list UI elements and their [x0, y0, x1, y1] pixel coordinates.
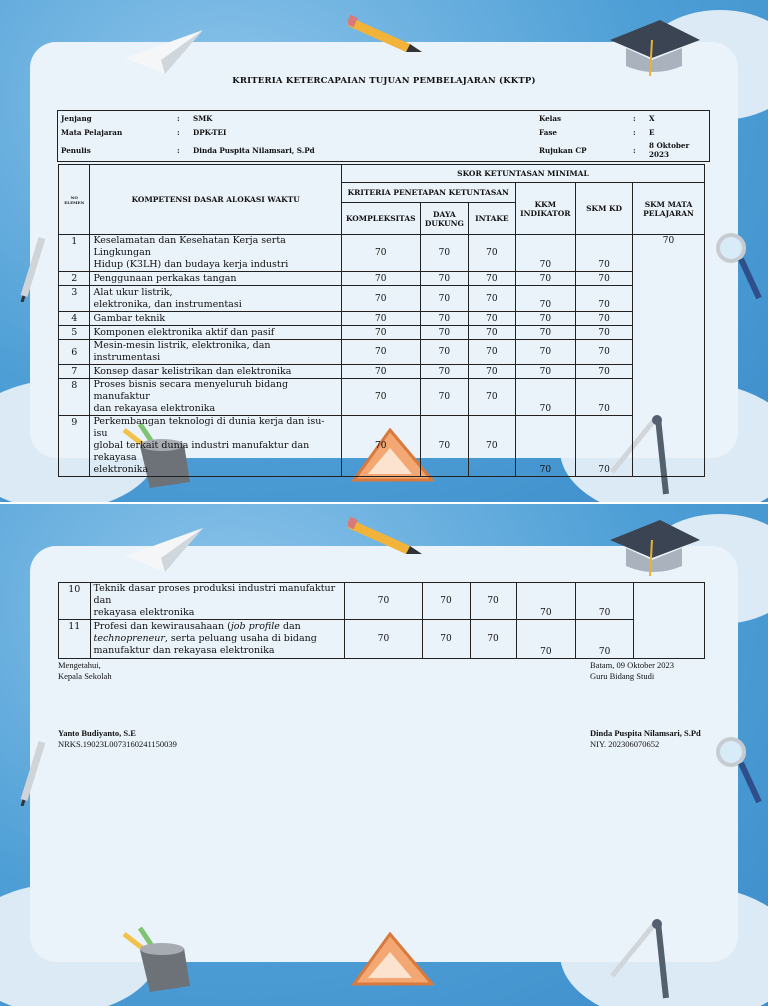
- daya-dukung-value: 70: [420, 286, 469, 312]
- skm-kd-value: 70: [576, 340, 633, 365]
- daya-dukung-value: 70: [420, 272, 469, 286]
- intake-value: 70: [469, 312, 515, 326]
- pencil-icon: [348, 14, 423, 54]
- intake-value: 70: [469, 235, 515, 272]
- signature-left: [58, 660, 112, 682]
- row-description: Konsep dasar kelistrikan dan elektronika: [90, 365, 341, 379]
- daya-dukung-value: 70: [420, 416, 469, 477]
- meta-colon: :: [633, 113, 636, 123]
- skm-kd-value: 70: [576, 286, 633, 312]
- kompleksitas-value: 70: [341, 340, 420, 365]
- daya-dukung-value: 70: [420, 326, 469, 340]
- signature-right-id: NIY. 202306070652: [590, 739, 660, 749]
- meta-colon: :: [633, 145, 636, 155]
- table-row: [59, 312, 705, 326]
- meta-colon: :: [633, 127, 636, 137]
- row-description-line: global terkait dunia industri manufaktur dan rekayasa: [93, 440, 310, 463]
- meta-label: Rujukan CP: [539, 145, 587, 155]
- skm-kd-value: 70: [576, 620, 634, 659]
- meta-value: DPK-TEI: [193, 127, 227, 137]
- paper-plane-icon: [125, 526, 205, 576]
- intake-value: 70: [469, 379, 515, 416]
- meta-value: E: [649, 127, 655, 137]
- kkm-value: 70: [515, 312, 576, 326]
- pencil-icon: [348, 516, 423, 556]
- kompleksitas-value: 70: [345, 620, 422, 659]
- skm-kd-value: 70: [576, 272, 633, 286]
- table-row: [59, 340, 705, 365]
- graduation-cap-icon: [610, 18, 700, 78]
- row-description-italic: technopreneur: [93, 633, 165, 644]
- kompleksitas-value: 70: [341, 235, 420, 272]
- table-row: [59, 620, 705, 659]
- row-description-line: rekayasa elektronika: [93, 607, 195, 618]
- daya-dukung-value: 70: [422, 583, 470, 620]
- row-description-italic: job profile: [230, 621, 280, 632]
- row-description: [90, 583, 345, 620]
- col-header-skm-mapel: SKM MATA PELAJARAN: [633, 183, 705, 235]
- col-header-kriteria: KRITERIA PENETAPAN KETUNTASAN: [341, 183, 515, 203]
- kompleksitas-value: 70: [341, 286, 420, 312]
- row-description-line: Teknik dasar proses produksi industri manufaktur dan: [93, 583, 336, 606]
- kktp-table: [58, 164, 705, 477]
- kompleksitas-value: 70: [341, 416, 420, 477]
- kompleksitas-value: 70: [341, 326, 420, 340]
- intake-value: 70: [469, 286, 515, 312]
- row-description: [90, 235, 341, 272]
- col-header-skor: SKOR KETUNTASAN MINIMAL: [341, 165, 704, 183]
- kkm-value: 70: [515, 416, 576, 477]
- row-description: Mesin-mesin listrik, elektronika, dan instrumentasi: [90, 340, 341, 365]
- skm-mapel-cell: [633, 583, 704, 659]
- kkm-value: 70: [515, 379, 576, 416]
- meta-colon: :: [177, 145, 180, 155]
- table-row: [59, 379, 705, 416]
- meta-value: Dinda Puspita Nilamsari, S.Pd: [193, 145, 315, 155]
- row-description-part: , serta peluang usaha di bidang: [164, 633, 317, 644]
- row-number: 7: [59, 365, 90, 379]
- kkm-value: 70: [516, 620, 576, 659]
- row-description: [90, 379, 341, 416]
- row-description: Komponen elektronika aktif dan pasif: [90, 326, 341, 340]
- row-number: 10: [59, 583, 91, 620]
- signature-left-name: Yanto Budiyanto, S.E: [58, 728, 136, 738]
- meta-value: SMK: [193, 113, 213, 123]
- table-row: [59, 272, 705, 286]
- row-description: [90, 286, 341, 312]
- intake-value: 70: [469, 272, 515, 286]
- meta-value: 8 Oktober 2023: [649, 141, 690, 159]
- row-description: Penggunaan perkakas tangan: [90, 272, 341, 286]
- compass-icon: [608, 918, 688, 1004]
- table-row: [59, 326, 705, 340]
- col-header-skm-kd: SKM KD: [576, 183, 633, 235]
- skm-mapel-value: 70: [633, 235, 705, 477]
- row-number: 4: [59, 312, 90, 326]
- skm-kd-value: 70: [576, 583, 634, 620]
- kompleksitas-value: 70: [341, 365, 420, 379]
- magnifier-icon: [715, 736, 765, 806]
- row-number: 3: [59, 286, 90, 312]
- triangle-ruler-icon: [352, 932, 434, 988]
- row-description-part: dan: [279, 621, 301, 632]
- page-1: [0, 0, 768, 502]
- row-description-line: Keselamatan dan Kesehatan Kerja serta Lingkungan: [93, 235, 286, 258]
- kktp-table-continued: [58, 582, 705, 659]
- row-number: 6: [59, 340, 90, 365]
- kkm-value: 70: [515, 235, 576, 272]
- intake-value: 70: [469, 365, 515, 379]
- daya-dukung-value: 70: [420, 340, 469, 365]
- meta-label: Kelas: [539, 113, 562, 123]
- col-header-no: NO ELEMEN: [59, 165, 90, 235]
- daya-dukung-value: 70: [420, 312, 469, 326]
- kompleksitas-value: 70: [341, 312, 420, 326]
- meta-value: X: [649, 113, 655, 123]
- signature-right-name: Dinda Puspita Nilamsari, S.Pd: [590, 728, 701, 738]
- daya-dukung-value: 70: [420, 365, 469, 379]
- meta-label: Penulis: [61, 145, 91, 155]
- daya-dukung-value: 70: [422, 620, 470, 659]
- kkm-value: 70: [515, 365, 576, 379]
- table-row: [59, 235, 705, 272]
- row-description: [90, 620, 345, 659]
- meta-label: Jenjang: [61, 113, 92, 123]
- row-description-part: Profesi dan kewirausahaan (: [93, 621, 231, 632]
- col-header-daya-dukung: DAYA DUKUNG: [420, 203, 469, 235]
- row-description-line: manufaktur dan rekayasa elektronika: [93, 645, 275, 656]
- row-number: 1: [59, 235, 90, 272]
- intake-value: 70: [470, 620, 516, 659]
- kompleksitas-value: 70: [345, 583, 422, 620]
- skm-kd-value: 70: [576, 416, 633, 477]
- kkm-value: 70: [515, 272, 576, 286]
- row-description: Gambar teknik: [90, 312, 341, 326]
- table-row: [59, 416, 705, 477]
- row-description-line: elektronika, dan instrumentasi: [93, 298, 242, 310]
- pen-icon: [18, 236, 48, 302]
- pencil-cup-icon: [110, 924, 200, 994]
- row-description-line: elektronika: [93, 464, 149, 475]
- col-header-kkm: KKM INDIKATOR: [515, 183, 576, 235]
- meta-label: Mata Pelajaran: [61, 127, 123, 137]
- skm-kd-value: 70: [576, 235, 633, 272]
- meta-table: [57, 110, 710, 162]
- document-title: KRITERIA KETERCAPAIAN TUJUAN PEMBELAJARAN (KKTP): [232, 76, 536, 86]
- row-description-line: Hidup (K3LH) dan budaya kerja industri: [93, 259, 289, 270]
- intake-value: 70: [469, 340, 515, 365]
- table-row: [59, 286, 705, 312]
- row-description-line: Proses bisnis secara menyeluruh bidang manufaktur: [93, 379, 289, 402]
- signature-left-id: NRKS.19023L0073160241150039: [58, 739, 177, 749]
- signature-right-role: Guru Bidang Studi: [590, 671, 655, 681]
- pen-icon: [18, 740, 48, 806]
- row-number: 2: [59, 272, 90, 286]
- kkm-value: 70: [515, 340, 576, 365]
- intake-value: 70: [469, 326, 515, 340]
- intake-value: 70: [469, 416, 515, 477]
- meta-colon: :: [177, 127, 180, 137]
- daya-dukung-value: 70: [420, 235, 469, 272]
- kkm-value: 70: [515, 326, 576, 340]
- col-header-kompleksitas: KOMPLEKSITAS: [341, 203, 420, 235]
- row-description: [90, 416, 341, 477]
- signature-right-name-block: [590, 728, 701, 750]
- row-number: 5: [59, 326, 90, 340]
- skm-kd-value: 70: [576, 379, 633, 416]
- table-row: [59, 583, 705, 620]
- intake-value: 70: [470, 583, 516, 620]
- row-number: 9: [59, 416, 90, 477]
- skm-kd-value: 70: [576, 365, 633, 379]
- kompleksitas-value: 70: [341, 379, 420, 416]
- magnifier-icon: [715, 232, 765, 302]
- signature-left-role: Kepala Sekolah: [58, 671, 112, 681]
- row-number: 8: [59, 379, 90, 416]
- signature-left-line: Mengetahui,: [58, 660, 101, 670]
- signature-right: [590, 660, 674, 682]
- paper-plane-icon: [125, 28, 205, 78]
- col-header-intake: INTAKE: [469, 203, 515, 235]
- skm-kd-value: 70: [576, 312, 633, 326]
- page-2: [0, 504, 768, 1006]
- kkm-value: 70: [515, 286, 576, 312]
- row-description-line: Alat ukur listrik,: [93, 286, 173, 298]
- kkm-value: 70: [516, 583, 576, 620]
- row-number: 11: [59, 620, 91, 659]
- row-description-line: dan rekayasa elektronika: [93, 403, 216, 414]
- daya-dukung-value: 70: [420, 379, 469, 416]
- col-header-kompetensi: KOMPETENSI DASAR ALOKASI WAKTU: [90, 165, 341, 235]
- row-description-line: Perkembangan teknologi di dunia kerja dan isu-isu: [93, 416, 325, 439]
- meta-label: Fase: [539, 127, 557, 137]
- signature-left-name-block: [58, 728, 177, 750]
- meta-colon: :: [177, 113, 180, 123]
- kompleksitas-value: 70: [341, 272, 420, 286]
- signature-right-place-date: Batam, 09 Oktober 2023: [590, 660, 675, 670]
- table-row: [59, 365, 705, 379]
- skm-kd-value: 70: [576, 326, 633, 340]
- graduation-cap-icon: [610, 518, 700, 578]
